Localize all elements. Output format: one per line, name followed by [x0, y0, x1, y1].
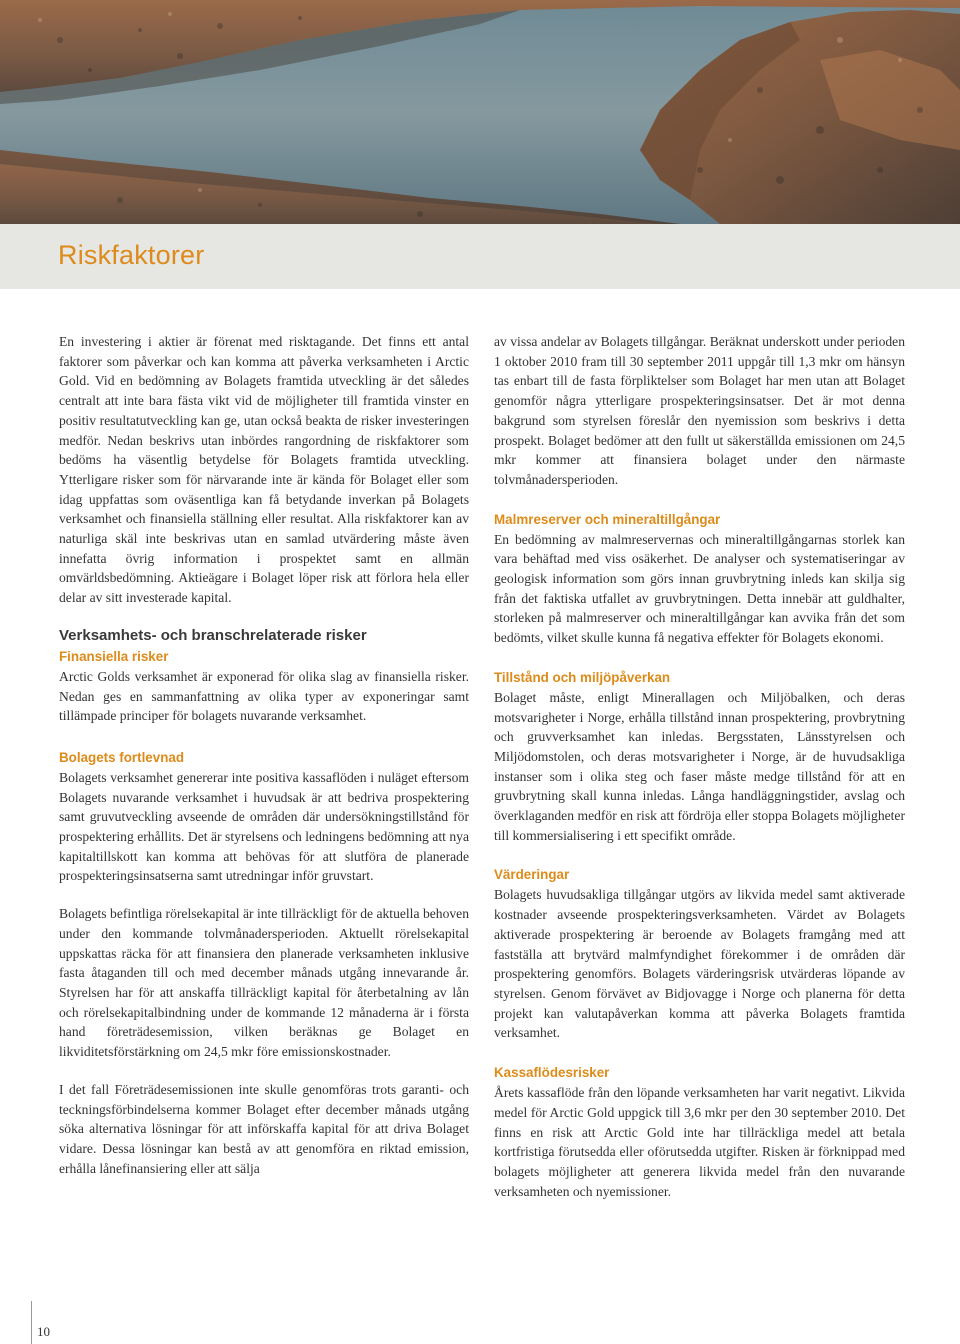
kassaflodesrisker-text: Årets kassaflöde från den löpande verksamheten har varit negativt. Likvida medel för Arctic Gold uppgick till 3,6 mkr per den 30 september 2010. Det finns en risk att Arctic Gold inte har tillräckliga medel att betala kortfristiga förutsedda eller oförutsedda utgifter. Risken är förknippad med bolagets möjligheter att generera likvida medel från den nuvarande verksamheten och nyemissioner. — [494, 1085, 905, 1199]
title-banner — [0, 224, 960, 289]
bolagets-fortlevnad-heading: Bolagets fortlevnad — [59, 749, 185, 765]
malmreserver-heading: Malmreserver och mineraltillgångar — [494, 511, 721, 527]
page-number: 10 — [37, 1324, 50, 1339]
fortlevnad-paragraph-3: I det fall Företrädesemissionen inte skulle genomföras trots garanti- och teckningsförbindelserna kommer Bolaget efter december månads utgång söka alternativa lösningar för att införskaffa kapital för att driva Bolaget vidare. Dessa lösningar kan bestå av att genomföra en riktad emission, erhålla lånefinansiering eller att sälja — [59, 1081, 469, 1176]
kassaflodesrisker-heading: Kassaflödesrisker — [494, 1065, 610, 1081]
malmreserver-text: En bedömning av malmreservernas och mineraltillgångarnas storlek kan vara behäftad med viss osäkerhet. De analyser och systematiseringar av geologisk information som görs innan gruvbrytning inleds kan skilja sig från det faktiska utfallet av gruvbrytningen. Detta innebär att guldhalter, storleken på malmreserver och mineraltillgångar kan avvika från det som bedömts, vilket skulle kunna få negativa effekter för Bolagets ekonomi. — [494, 531, 905, 646]
tillstand-text: Bolaget måste, enligt Minerallagen och Miljöbalken, och deras motsvarigheter i Norge, erhålla tillstånd innan prospektering, provbrytning och gruvverksamhet kan inledas. Bergsstaten, Länsstyrelsen och Miljödomstolen, och deras motsvarigheter i Norge, är de huvudsakliga instanser som i olika steg och faser måste medge tillstånd för att en gruvbrytning skall kunna inledas. Långa handläggningstider, avslag och överklaganden medför en risk att fördröja eller stoppa Bolagets möjligheter till kommersialisering i ett specifikt område. — [494, 689, 905, 843]
fortlevnad-paragraph-1: Bolagets verksamhet genererar inte positiva kassaflöden i nuläget eftersom Bolagets nuvarande verksamhet i huvudsak är att bedriva prospektering samt gruvutveckling avseende de områden där undersökningstillstånd för prospektering erhållits. Det är styrelsens och ledningens bedömning att nya kapitaltillskott kan komma att behövas för att slutföra de planerade prospekteringsinsatserna samt utredningar inför gruvstart. — [59, 769, 469, 884]
finansiella-risker-heading: Finansiella risker — [59, 648, 169, 664]
left-column — [59, 332, 469, 1196]
right-column — [494, 332, 905, 1219]
page-title: Riskfaktorer — [58, 240, 205, 270]
section-heading: Verksamhets- och branschrelaterade risker — [59, 626, 367, 644]
finansiella-risker-text: Arctic Golds verksamhet är exponerad för olika slag av finansiella risker. Nedan ges en sammanfattning av olika typer av exponeringar samt tillämpade principer för bolagets nuvarande verksamhet. — [59, 668, 469, 724]
footer-divider — [31, 1301, 32, 1344]
varderingar-heading: Värderingar — [494, 867, 570, 883]
fortlevnad-paragraph-2: Bolagets befintliga rörelsekapital är inte tillräckligt för de aktuella behoven under den kommande tolvmånadersperioden. Aktuellt rörelsekapital uppskattas räcka för att finansiera den planerade verksamheten inklusive fasta åtaganden till och med december månads utgång innevarande år. Styrelsen har för att anskaffa tillräckligt kapital för återbetalning av lån och rörelsekapitalbindning under de kommande 12 månaderna är i första hand företrädesemission, vilken beräknas ge Bolaget en likviditetsförstärkning om 24,5 mkr före emissionskostnader. — [59, 906, 469, 1060]
tillstand-heading: Tillstånd och miljöpåverkan — [494, 669, 671, 685]
continuation-paragraph: av vissa andelar av Bolagets tillgångar. Beräknat underskott under perioden 1 oktober 2010 fram till 30 september 2011 uppgår till 1,3 mkr om hänsyn tas enbart till de fasta förpliktelser som Bolaget har men utan att Bolaget genomför några ytterligare prospekteringsinsatser. Det är mot denna bakgrund som styrelsen föreslår den nyemission som beskrivs i detta prospekt. Bolaget bedömer att den fullt ut säkerställda emissionen om 24,5 mkr kommer att finansiera bolaget under den närmaste tolvmånadersperioden. — [494, 334, 905, 487]
varderingar-text: Bolagets huvudsakliga tillgångar utgörs av likvida medel samt aktiverade kostnader avseende prospekteringsverksamheten. Värdet av Bolagets aktiverade prospektering är beroende av Bolagets framgång med att fastställa att brytvärd malmfyndighet förekommer i de områden där prospektering genomförs. Bolagets värderingsrisk utvärderas löpande av styrelsen. Genom förvävet av Bidjovagge i Norge och planerna för detta projekt kan valutapåverkan komma att påverka Bolagets framtida verksamhet. — [494, 887, 905, 1041]
intro-paragraph: En investering i aktier är förenat med risktagande. Det finns ett antal faktorer som påverkar och kan komma att påverka verksamheten i Arctic Gold. Vid en bedömning av Bolagets framtida utveckling är det således centralt att inte bara fästa vikt vid de möjligheter till framtida vinster en positiv resultatutveckling kan ge, utan också beakta de risker investeringen medför. Nedan beskrivs utan inbördes rangordning de riskfaktorer som bedöms ha väsentlig betydelse för Bolagets framtida utveckling. Ytterligare risker som för närvarande inte är kända för Bolaget eller som idag uppfattas som oväsentliga kan få betydande inverkan på Bolagets verksamhet och finansiella ställning eller resultat. Alla riskfaktorer kan av naturliga skäl inte beskrivas utan en samlad utvärdering måste även innefatta övrig information i prospektet samt en allmän omvärldsbedömning. Aktieägare i Bolaget löper risk att förlora hela eller delar av sitt investerade kapital. — [59, 334, 469, 606]
header-photo — [0, 0, 960, 224]
